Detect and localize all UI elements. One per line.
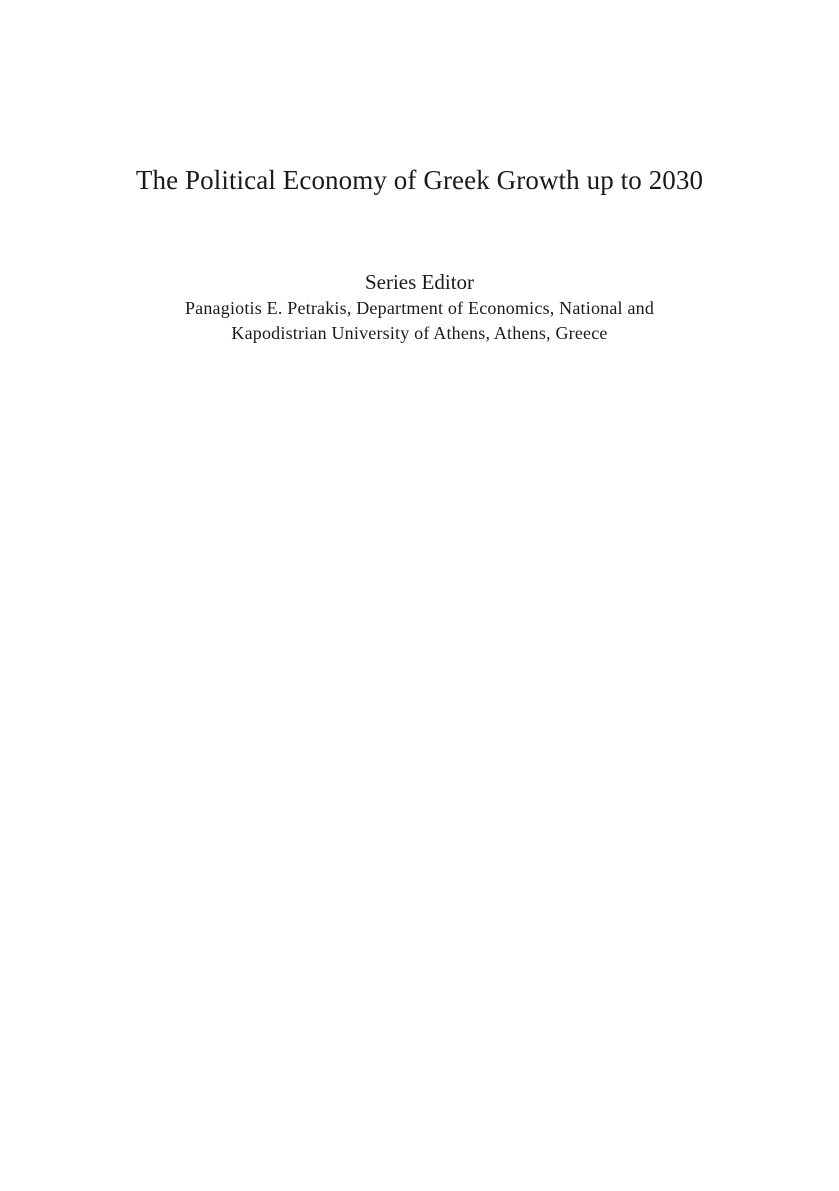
series-editor-affiliation-line-1: Panagiotis E. Petrakis, Department of Economics, National and: [184, 298, 655, 318]
series-editor-block: [0, 268, 839, 346]
series-title: The Political Economy of Greek Growth up to 2030: [135, 165, 704, 195]
series-editor-affiliation-line-2: Kapodistrian University of Athens, Athens, Greece: [231, 323, 608, 343]
series-editor-label: Series Editor: [364, 270, 475, 294]
